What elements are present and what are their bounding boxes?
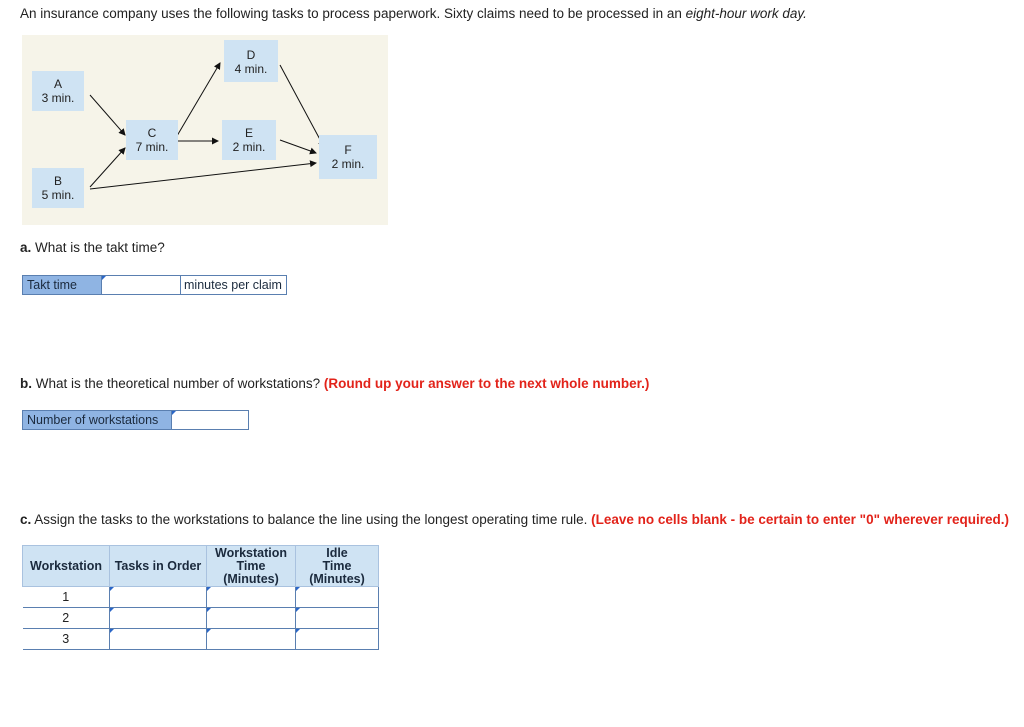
question-b-label: b. [20,376,32,391]
question-c-text: Assign the tasks to the workstations to balance the line using the longest operating time rule. [31,512,592,527]
idle-time-input[interactable] [296,608,379,629]
question-b-note: (Round up your answer to the next whole number.) [323,376,650,391]
arrow-b-c [90,148,125,187]
problem-intro [20,6,807,21]
workstation-number: 3 [23,629,110,650]
node-e [222,120,276,160]
node-a-name: A [53,77,62,91]
workstation-number: 1 [23,587,110,608]
node-a-time: 3 min. [41,91,75,105]
question-c-label: c. [20,512,32,527]
node-e-time: 2 min. [232,140,266,154]
node-e-name: E [244,126,253,140]
tasks-input[interactable] [110,587,207,608]
question-a [20,240,165,255]
node-d-name: D [246,48,256,62]
arrow-e-f [280,140,316,153]
takt-time-unit: minutes per claim [180,275,287,295]
table-row [23,608,379,629]
question-b-text: What is the theoretical number of workstations? [32,376,324,391]
node-b-name: B [53,174,62,188]
header-workstation-time: Workstation Time (Minutes) [207,546,296,587]
question-a-label: a. [20,240,32,255]
tasks-input[interactable] [110,629,207,650]
takt-time-input[interactable] [101,275,181,295]
node-c [126,120,178,160]
intro-text: An insurance company uses the following tasks to process paperwork. Sixty claims need to be processed in an [20,6,686,21]
workstation-time-input[interactable] [207,587,296,608]
tasks-input[interactable] [110,608,207,629]
question-b [20,376,649,391]
node-f-time: 2 min. [331,157,365,171]
intro-emphasis: eight-hour work day. [685,6,807,21]
question-c-note: (Leave no cells blank - be certain to enter "0" wherever required.) [591,512,1010,527]
workstations-label: Number of workstations [22,410,172,430]
precedence-diagram [22,35,388,225]
header-workstation: Workstation [23,546,110,587]
node-b-time: 5 min. [41,188,75,202]
workstations-input[interactable] [171,410,249,430]
idle-time-input[interactable] [296,629,379,650]
arrow-a-c [90,95,125,135]
node-d [224,40,278,82]
line-balancing-table [22,545,379,650]
node-f-name: F [344,143,352,157]
header-tasks-in-order: Tasks in Order [110,546,207,587]
workstation-time-input[interactable] [207,629,296,650]
arrow-b-f [90,163,316,189]
question-c [20,512,1009,527]
node-c-time: 7 min. [135,140,169,154]
question-a-text: What is the takt time? [31,240,165,255]
workstation-time-input[interactable] [207,608,296,629]
idle-time-input[interactable] [296,587,379,608]
table-row [23,629,379,650]
node-b [32,168,84,208]
header-idle-time: Idle Time (Minutes) [296,546,379,587]
arrow-c-d [174,63,220,141]
arrow-d-f [280,65,324,147]
node-c-name: C [147,126,157,140]
workstation-number: 2 [23,608,110,629]
takt-time-label: Takt time [22,275,102,295]
node-a [32,71,84,111]
table-row [23,587,379,608]
node-f [319,135,377,179]
node-d-time: 4 min. [234,62,268,76]
